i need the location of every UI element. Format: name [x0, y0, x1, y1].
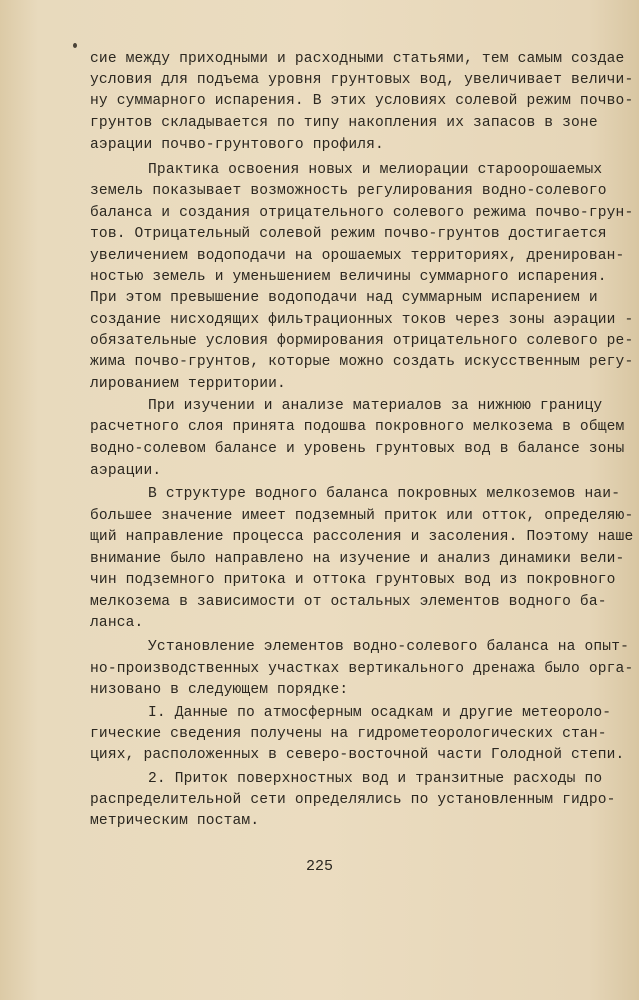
text-line: чин подземного притока и оттока грунтовых вод из покровного — [90, 572, 616, 588]
text-line: обязательные условия формирования отрицательного солевого ре- — [90, 333, 634, 349]
text-line: жима почво-грунтов, которые можно создать искусственным регу- — [90, 354, 634, 370]
text-line: метрическим постам. — [90, 813, 260, 829]
text-line: В структуре водного баланса покровных мелкоземов наи- — [148, 486, 621, 502]
text-line: Практика освоения новых и мелиорации староорошаемых — [148, 162, 603, 178]
text-line: низовано в следующем порядке: — [90, 682, 349, 698]
ink-spot — [73, 43, 77, 48]
text-line: аэрации. — [90, 463, 162, 479]
text-line: При этом превышение водоподачи над суммарным испарением и — [90, 290, 598, 306]
text-line: При изучении и анализе материалов за нижнюю границу — [148, 398, 603, 414]
text-line: баланса и создания отрицательного солевого режима почво-грун- — [90, 205, 634, 221]
page-number: 225 — [305, 858, 333, 875]
text-line: внимание было направлено на изучение и анализ динамики вели- — [90, 551, 625, 567]
text-line: I. Данные по атмосферным осадкам и другие метеороло- — [148, 705, 612, 721]
text-line: условия для подъема уровня грунтовых вод, увеличивает величи- — [90, 72, 634, 88]
text-line: циях, расположенных в северо-восточной части Голодной степи. — [90, 747, 625, 763]
text-line: Установление элементов водно-солевого баланса на опыт- — [148, 639, 630, 655]
text-line: земель показывает возможность регулирования водно-солевого — [90, 183, 607, 199]
text-line: водно-солевом балансе и уровень грунтовых вод в балансе зоны — [90, 441, 625, 457]
text-line: распределительной сети определялись по установленным гидро- — [90, 792, 616, 808]
text-line: ланса. — [90, 615, 144, 631]
text-line: ну суммарного испарения. В этих условиях солевой режим почво- — [90, 93, 634, 109]
text-line: аэрации почво-грунтового профиля. — [90, 137, 384, 153]
text-line: увеличением водоподачи на орошаемых территориях, дренирован- — [90, 248, 625, 264]
text-line: тов. Отрицательный солевой режим почво-грунтов достигается — [90, 226, 607, 242]
text-line: щий направление процесса рассоления и засоления. Поэтому наше — [90, 529, 634, 545]
text-line: мелкозема в зависимости от остальных элементов водного ба- — [90, 594, 607, 610]
text-line: сие между приходными и расходными статьями, тем самым создае — [90, 51, 625, 67]
text-line: создание нисходящих фильтрационных токов через зоны аэрации - — [90, 312, 634, 328]
text-line: 2. Приток поверхностных вод и транзитные расходы по — [148, 771, 603, 787]
text-line: большее значение имеет подземный приток или отток, определяю- — [90, 508, 634, 524]
text-line: но-производственных участках вертикального дренажа было орга- — [90, 661, 634, 677]
text-line: ностью земель и уменьшением величины суммарного испарения. — [90, 269, 607, 285]
text-line: грунтов складывается по типу накопления их запасов в зоне — [90, 115, 598, 131]
text-line: лированием территории. — [90, 376, 286, 392]
text-line: расчетного слоя принята подошва покровного мелкозема в общем — [90, 419, 625, 435]
text-line: гические сведения получены на гидрометеорологических стан- — [90, 726, 607, 742]
